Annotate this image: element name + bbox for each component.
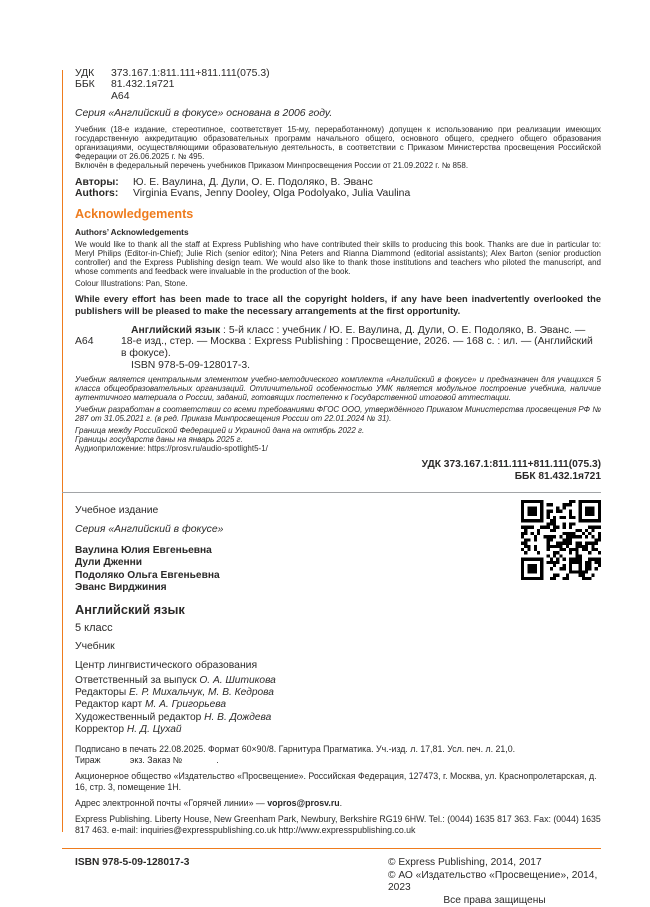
authors-en-label: Authors:: [75, 188, 119, 200]
edition-subtitle: Учебник: [75, 641, 115, 653]
footer-accent-rule: [62, 848, 601, 849]
authors-en-names: Virginia Evans, Jenny Dooley, Olga Podolyako, Julia Vaulina: [133, 188, 411, 200]
border-note-1: Граница между Российской Федерацией и Украиной дана на октябрь 2022 г.: [75, 426, 365, 436]
audio-app-note: Аудиоприложение: https://prosv.ru/audio-spotlight5-1/: [75, 444, 268, 454]
staff-role: Редакторы: [75, 687, 130, 699]
footer-copyright-block: [388, 857, 601, 907]
staff-role: Художественный редактор: [75, 711, 205, 723]
staff-line: [75, 712, 601, 724]
udk-line: [75, 68, 601, 79]
copyright-express: © Express Publishing, 2014, 2017: [388, 857, 542, 869]
classification-code: А64: [111, 90, 130, 102]
edition-author: Подоляко Ольга Евгеньевна: [75, 569, 220, 581]
hotline-text: Адрес электронной почты «Горячей линии» —: [75, 798, 268, 809]
staff-name: О. А. Шитикова: [199, 674, 276, 686]
left-accent-rule: [62, 70, 63, 832]
authors-ru-label: Авторы:: [75, 176, 119, 188]
staff-name: Н. Д. Цухай: [126, 724, 182, 736]
series-founded-note: Серия «Английский в фокусе» основана в 2006 году.: [75, 108, 333, 120]
bbk-line: [75, 79, 601, 90]
staff-role: Редактор карт: [75, 699, 145, 711]
staff-role: Ответственный за выпуск: [75, 674, 200, 686]
udk-label: УДК: [75, 68, 95, 79]
udk-value: 373.167.1:811.111+811.111(075.3): [111, 68, 270, 79]
authors-acknowledgements-subheading: Authors’ Acknowledgements: [75, 227, 189, 238]
annotation-paragraph-1: Учебник является центральным элементом учебно-методического комплекта «Английский в фокусе» и предназначен для учащихся 5 класса общеобразовательных организаций. Отличительной особенностью УМК является модульное построение учебника, наличие аутентичного материала о России, заданий, готовящих постепенно к Государственной итоговой аттестации.: [75, 375, 601, 403]
edition-grade: 5 класс: [75, 622, 113, 635]
print-run-line: Тираж экз. Заказ № .: [75, 755, 219, 766]
edition-author: Дули Дженни: [75, 557, 143, 569]
staff-name: М. А. Григорьева: [144, 699, 227, 711]
hotline-line: [75, 798, 601, 809]
catalog-line1-rest: : 5-й класс : учебник / Ю. Е. Ваулина, Д. Дули, О. Е. Подоляко, В. Эванс. —: [220, 324, 586, 336]
approval-paragraph: Учебник (18-е издание, стереотипное, соответствует 15-му, переработанному) допущен к использованию при реализации имеющих государственную аккредитацию образовательных программ начального общего, основного общего, среднего общего образования организациями, осуществляющими образовательную деятельность, в соответствии с Приказом Министерства просвещения Российской Федерации от 26.06.2025 г. № 495.: [75, 124, 601, 161]
staff-list: [75, 675, 601, 736]
express-publishing-address: Express Publishing. Liberty House, New Greenham Park, Newbury, Berkshire RG19 6HW. Tel.: (0044) 1635 817 363. Fax: (0044) 1635 817 463. e-mail: inquiries@expresspublishing.co.uk http://www.expresspublishing.co.uk: [75, 814, 601, 836]
udk-right-line: УДК 373.167.1:811.111+811.111(075.3): [421, 459, 601, 471]
edition-author: Эванс Вирджиния: [75, 581, 167, 593]
staff-line: [75, 724, 601, 736]
edition-authors: [75, 545, 601, 594]
catalog-line2: 18-е изд., стер. — Москва : Express Publishing : Просвещение, 2026. — 168 с. : ил. — (Английский в фокусе).: [121, 336, 593, 360]
udk-right-block: [75, 459, 601, 482]
all-rights-reserved: Все права защищены: [443, 894, 546, 906]
annotation-paragraph-2: Учебник разработан в соответствии со всеми требованиями ФГОС ООО, утверждённого Приказом Министерства просвещения РФ № 287 от 31.05.2021 г. (в ред. Приказа Минпросвещения России от 22.01.2024 № 31).: [75, 405, 601, 424]
catalog-card: [75, 325, 601, 371]
publisher-address: Акционерное общество «Издательство «Просвещение». Российская Федерация, 127473, г. Москва, ул. Краснопролетарская, д. 16, стр. 3, помещение 1Н.: [75, 771, 597, 793]
footer-isbn: ISBN 978-5-09-128017-3: [75, 857, 190, 869]
publishing-center: Центр лингвистического образования: [75, 660, 258, 672]
bbk-right-line: ББК 81.432.1я721: [514, 470, 601, 482]
staff-line: [75, 675, 601, 687]
acknowledgements-heading: Acknowledgements: [75, 207, 194, 222]
staff-line: [75, 687, 601, 699]
colour-illustrations-credit: Colour Illustrations: Pan, Stone.: [75, 279, 188, 289]
catalog-title: Английский язык: [131, 324, 221, 336]
staff-role: Корректор: [75, 724, 127, 736]
print-specs-line: Подписано в печать 22.08.2025. Формат 60×90/8. Гарнитура Прагматика. Уч.-изд. л. 17,81. Усл. печ. л. 21,0.: [75, 744, 516, 755]
section-divider-rule: [62, 492, 601, 493]
edition-title: Английский язык: [75, 602, 185, 618]
catalog-line1: [121, 325, 601, 337]
federal-list-note: Включён в федеральный перечень учебников Приказом Минпросвещения России от 21.09.2022 г. № 858.: [75, 160, 469, 170]
hotline-email: vopros@prosv.ru: [267, 798, 340, 809]
authors-ru-line: [75, 177, 601, 188]
footer-row: [75, 857, 601, 907]
bbk-value: 81.432.1я721: [111, 79, 175, 91]
edition-author: Ваулина Юлия Евгеньевна: [75, 545, 212, 557]
staff-name: Е. Р. Михальчук, М. В. Кедрова: [129, 687, 274, 699]
edition-series: Серия «Английский в фокусе»: [75, 523, 224, 535]
catalog-isbn: ISBN 978-5-09-128017-3.: [131, 359, 250, 371]
acknowledgements-body: We would like to thank all the staff at Express Publishing who have contributed their skills to producing this book. Thanks are due in particular to: Meryl Philips (Editor-in-Chief); Julie Rich (senior editor); Nina Peters and Rianna Diammond (editorial assistants); Alex Barton (senior production controller) and the Express Publishing design team. We would also like to thank those institutions and teachers who piloted the manuscript, and whose comments and feedback were invaluable in the production of the book.: [75, 240, 601, 277]
staff-line: [75, 699, 601, 711]
bbk-label: ББК: [75, 79, 95, 91]
authors-en-line: [75, 188, 601, 199]
hotline-period: .: [339, 798, 343, 809]
catalog-code: А64: [75, 336, 94, 348]
edition-kind: Учебное издание: [75, 505, 159, 517]
copyright-prosveshchenie: © АО «Издательство «Просвещение», 2014, 2023: [388, 869, 598, 894]
staff-name: Н. В. Дождева: [204, 711, 272, 723]
copyright-holders-notice: While every effort has been made to trace all the copyright holders, if any have been inadvertently overlooked the publishers will be pleased to make the necessary arrangements at the first opportunity.: [75, 294, 601, 316]
authors-ru-names: Ю. Е. Ваулина, Д. Дули, О. Е. Подоляко, В. Эванс: [133, 176, 373, 188]
border-note-2: Границы государств даны на январь 2025 г.: [75, 435, 243, 445]
